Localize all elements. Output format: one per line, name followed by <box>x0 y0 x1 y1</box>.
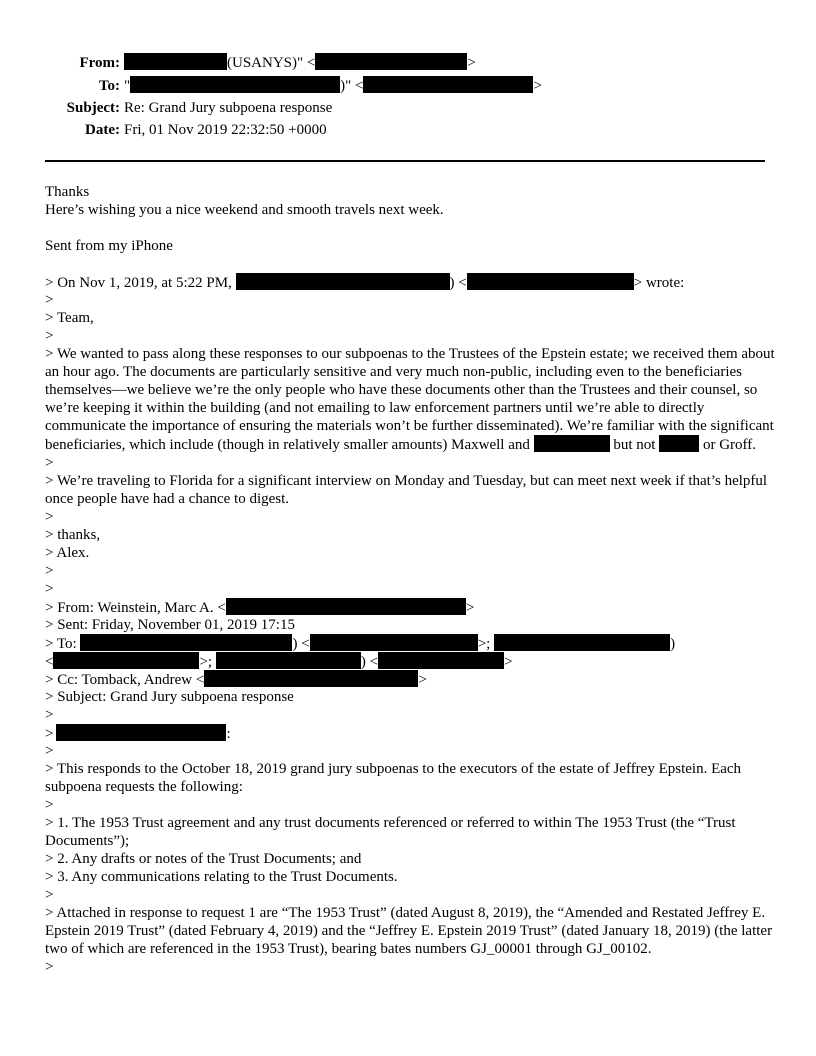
to-close: > <box>533 78 542 94</box>
quote-marker: > <box>45 797 54 813</box>
redaction-bar <box>659 435 699 452</box>
request-item: > 3. Any communications relating to the Trust Documents. <box>45 869 398 885</box>
header-from-row <box>0 53 816 73</box>
to-label: To: <box>98 78 120 94</box>
redaction-bar <box>315 53 467 70</box>
blank-line <box>45 219 775 237</box>
redaction-bar <box>310 634 478 651</box>
from-text: (USANYS)" < <box>227 55 316 71</box>
request-item: > 1. The 1953 Trust agreement and any trust documents referenced or referred to within The 1953 Trust (the “Trust Documents”); <box>45 815 736 849</box>
quote-marker: > <box>45 959 54 975</box>
quote-attribution <box>45 273 775 291</box>
salutation-line <box>45 724 775 742</box>
quote-text: > <box>418 672 427 688</box>
redaction-bar <box>226 598 466 615</box>
header-to-row <box>0 76 816 96</box>
quote-text: > <box>465 600 475 616</box>
from-close: > <box>467 55 476 71</box>
header-date-row <box>0 120 816 140</box>
redaction-bar <box>236 273 450 290</box>
header-divider <box>45 160 765 162</box>
to-mid: )" < <box>340 78 364 94</box>
redaction-bar <box>124 53 227 70</box>
quote-text: >; <box>199 654 213 670</box>
quote-marker: > <box>45 292 54 308</box>
from-label: From: <box>79 55 120 71</box>
from-value <box>124 53 476 73</box>
quote-text: > From: Weinstein, Marc A. < <box>45 600 226 616</box>
forward-cc-line <box>45 670 775 688</box>
redaction-bar <box>534 435 610 452</box>
quote-text: > We wanted to pass along these responses to our subpoenas to the Trustees of the Epstein estate; we received them about an hour ago. The documents are particularly sensitive and very much non-public, including even to the beneficiaries themselves—we believe we’re the only people who have these documents other than the Trustees and their counsel, so we’re keeping it within the building (and not emailing to law enforcement partners until we’re able to directly communicate the importance of ensuring the materials won’t be further disseminated). We’re familiar with the significant beneficiaries, which include (though in relatively smaller amounts) Maxwell and <box>45 346 775 453</box>
redaction-bar <box>363 76 533 93</box>
forward-from-line <box>45 598 775 616</box>
quote-text: >; <box>477 636 491 652</box>
quote-marker: > <box>45 707 54 723</box>
message-body <box>45 183 775 976</box>
quote-text: ) <box>670 636 676 652</box>
redaction-bar <box>494 634 670 651</box>
subject-value: Re: Grand Jury subpoena response <box>124 100 333 116</box>
quote-text: < <box>45 654 54 670</box>
quote-line: > Alex. <box>45 545 90 561</box>
forward-to-line <box>45 634 775 652</box>
redaction-bar <box>130 76 340 93</box>
quote-text: or Groff. <box>702 437 756 453</box>
header-subject-row <box>0 98 816 118</box>
quote-text: > <box>504 654 513 670</box>
quote-text: ) < <box>360 654 379 670</box>
redaction-bar <box>56 724 226 741</box>
quote-marker: > <box>45 509 54 525</box>
quote-marker: > <box>45 563 54 579</box>
reply-line: Thanks <box>45 184 90 200</box>
date-label: Date: <box>85 122 120 138</box>
forward-sent-line: > Sent: Friday, November 01, 2019 17:15 <box>45 617 295 633</box>
date-value: Fri, 01 Nov 2019 22:32:50 +0000 <box>124 122 327 138</box>
redaction-bar <box>378 652 504 669</box>
quote-line: > Team, <box>45 310 94 326</box>
signature-line: Sent from my iPhone <box>45 238 173 254</box>
redaction-bar <box>53 652 199 669</box>
quote-text: > <box>45 726 54 742</box>
redaction-bar <box>216 652 361 669</box>
quote-text: > Cc: Tomback, Andrew < <box>45 672 205 688</box>
quote-marker: > <box>45 328 54 344</box>
quote-marker: > <box>45 455 54 471</box>
quote-text: but not <box>613 437 656 453</box>
quote-text: ) < <box>449 275 467 291</box>
subject-label: Subject: <box>66 100 120 116</box>
quote-paragraph: > Attached in response to request 1 are “The 1953 Trust” (dated August 8, 2019), the “Amended and Restated Jeffrey E. Epstein 2019 Trust” (dated February 4, 2019) and the “Jeffrey E. Epstein 2019 Trust” (dated January 18, 2019) (the latter two of which are referenced in the 1953 Trust), bearing bates numbers GJ_00001 through GJ_00102. <box>45 905 773 957</box>
to-value <box>124 76 542 96</box>
quote-paragraph: > This responds to the October 18, 2019 grand jury subpoenas to the executors of the estate of Jeffrey Epstein. Each subpoena requests the following: <box>45 761 742 795</box>
blank-line <box>45 255 775 273</box>
quote-text: : <box>226 726 231 742</box>
quote-marker: > <box>45 887 54 903</box>
quote-text: > To: <box>45 636 77 652</box>
quote-paragraph: > We’re traveling to Florida for a significant interview on Monday and Tuesday, but can meet next week if that’s helpful once people have had a chance to digest. <box>45 473 768 507</box>
quote-paragraph <box>45 345 775 454</box>
quote-text: ) < <box>292 636 310 652</box>
to-open: " <box>124 78 131 94</box>
reply-line: Here’s wishing you a nice weekend and smooth travels next week. <box>45 202 444 218</box>
forward-subject-line: > Subject: Grand Jury subpoena response <box>45 689 294 705</box>
redaction-bar <box>80 634 292 651</box>
quote-text: > wrote: <box>633 275 685 291</box>
quote-marker: > <box>45 743 54 759</box>
quote-marker: > <box>45 581 54 597</box>
redaction-bar <box>467 273 634 290</box>
quote-line: > thanks, <box>45 527 101 543</box>
redaction-bar <box>204 670 418 687</box>
request-item: > 2. Any drafts or notes of the Trust Documents; and <box>45 851 362 867</box>
quote-text: > On Nov 1, 2019, at 5:22 PM, <box>45 275 232 291</box>
forward-to-line-cont <box>45 652 775 670</box>
